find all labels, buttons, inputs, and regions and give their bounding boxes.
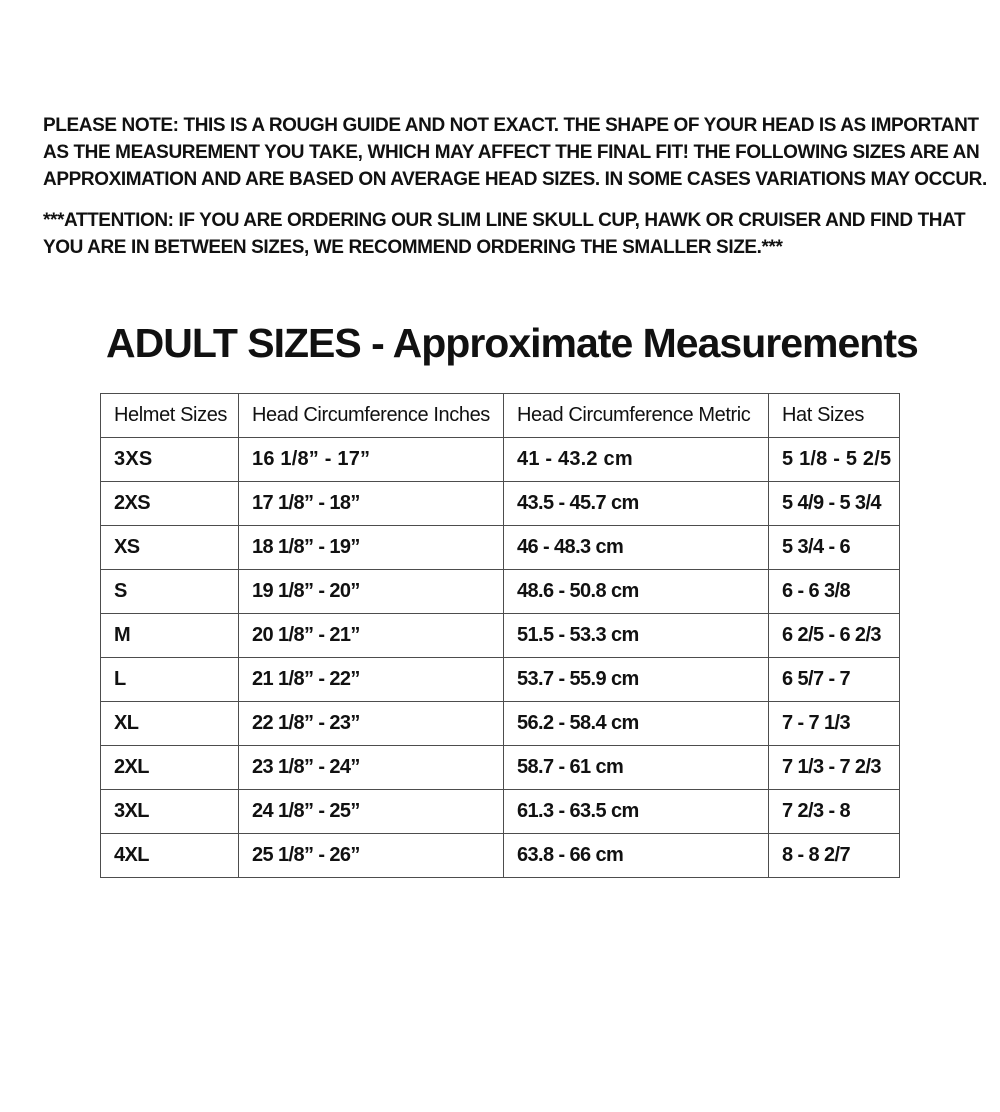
cell-hat-size: 5 1/8 - 5 2/5 [769,438,900,482]
cell-metric: 43.5 - 45.7 cm [504,482,769,526]
cell-helmet-size: XL [101,702,239,746]
cell-inches: 25 1/8” - 26” [239,834,504,878]
cell-hat-size: 6 2/5 - 6 2/3 [769,614,900,658]
cell-inches: 19 1/8” - 20” [239,570,504,614]
attention-line: YOU ARE IN BETWEEN SIZES, WE RECOMMEND ORDERING THE SMALLER SIZE.*** [43,237,783,258]
cell-metric: 56.2 - 58.4 cm [504,702,769,746]
cell-inches: 16 1/8” - 17” [239,438,504,482]
table-header-row [101,394,900,438]
page-title: ADULT SIZES - Approximate Measurements [106,320,918,366]
cell-inches: 17 1/8” - 18” [239,482,504,526]
cell-metric: 51.5 - 53.3 cm [504,614,769,658]
cell-helmet-size: 3XS [101,438,239,482]
attention-line: ***ATTENTION: IF YOU ARE ORDERING OUR SLIM LINE SKULL CUP, HAWK OR CRUISER AND FIND THAT [43,210,966,231]
table-row [101,834,900,878]
table-row [101,438,900,482]
cell-inches: 21 1/8” - 22” [239,658,504,702]
size-table [100,393,900,878]
header-circumference-metric: Head Circumference Metric [504,394,769,438]
cell-inches: 23 1/8” - 24” [239,746,504,790]
table-row [101,614,900,658]
cell-metric: 63.8 - 66 cm [504,834,769,878]
cell-metric: 58.7 - 61 cm [504,746,769,790]
cell-helmet-size: 3XL [101,790,239,834]
sizing-guide-page [0,112,1000,1112]
cell-hat-size: 7 - 7 1/3 [769,702,900,746]
table-row [101,526,900,570]
cell-metric: 41 - 43.2 cm [504,438,769,482]
attention-paragraph [43,207,966,261]
note-paragraph [43,112,987,193]
table-row [101,746,900,790]
cell-inches: 22 1/8” - 23” [239,702,504,746]
cell-helmet-size: 4XL [101,834,239,878]
note-line: AS THE MEASUREMENT YOU TAKE, WHICH MAY AFFECT THE FINAL FIT! THE FOLLOWING SIZES ARE AN [43,142,980,163]
cell-helmet-size: 2XL [101,746,239,790]
cell-hat-size: 6 - 6 3/8 [769,570,900,614]
cell-hat-size: 8 - 8 2/7 [769,834,900,878]
cell-helmet-size: 2XS [101,482,239,526]
cell-hat-size: 7 1/3 - 7 2/3 [769,746,900,790]
table-row [101,790,900,834]
header-circumference-inches: Head Circumference Inches [239,394,504,438]
cell-helmet-size: XS [101,526,239,570]
note-line: PLEASE NOTE: THIS IS A ROUGH GUIDE AND NOT EXACT. THE SHAPE OF YOUR HEAD IS AS IMPORTANT [43,115,979,136]
cell-inches: 20 1/8” - 21” [239,614,504,658]
cell-metric: 53.7 - 55.9 cm [504,658,769,702]
cell-hat-size: 7 2/3 - 8 [769,790,900,834]
cell-metric: 61.3 - 63.5 cm [504,790,769,834]
cell-helmet-size: S [101,570,239,614]
size-table-body [101,438,900,878]
cell-metric: 46 - 48.3 cm [504,526,769,570]
header-helmet-sizes: Helmet Sizes [101,394,239,438]
cell-hat-size: 5 3/4 - 6 [769,526,900,570]
table-row [101,702,900,746]
table-row [101,482,900,526]
table-row [101,658,900,702]
cell-hat-size: 6 5/7 - 7 [769,658,900,702]
cell-metric: 48.6 - 50.8 cm [504,570,769,614]
header-hat-sizes: Hat Sizes [769,394,900,438]
cell-inches: 18 1/8” - 19” [239,526,504,570]
cell-helmet-size: L [101,658,239,702]
note-line: APPROXIMATION AND ARE BASED ON AVERAGE HEAD SIZES. IN SOME CASES VARIATIONS MAY OCCUR. [43,169,987,190]
table-row [101,570,900,614]
cell-hat-size: 5 4/9 - 5 3/4 [769,482,900,526]
cell-inches: 24 1/8” - 25” [239,790,504,834]
cell-helmet-size: M [101,614,239,658]
